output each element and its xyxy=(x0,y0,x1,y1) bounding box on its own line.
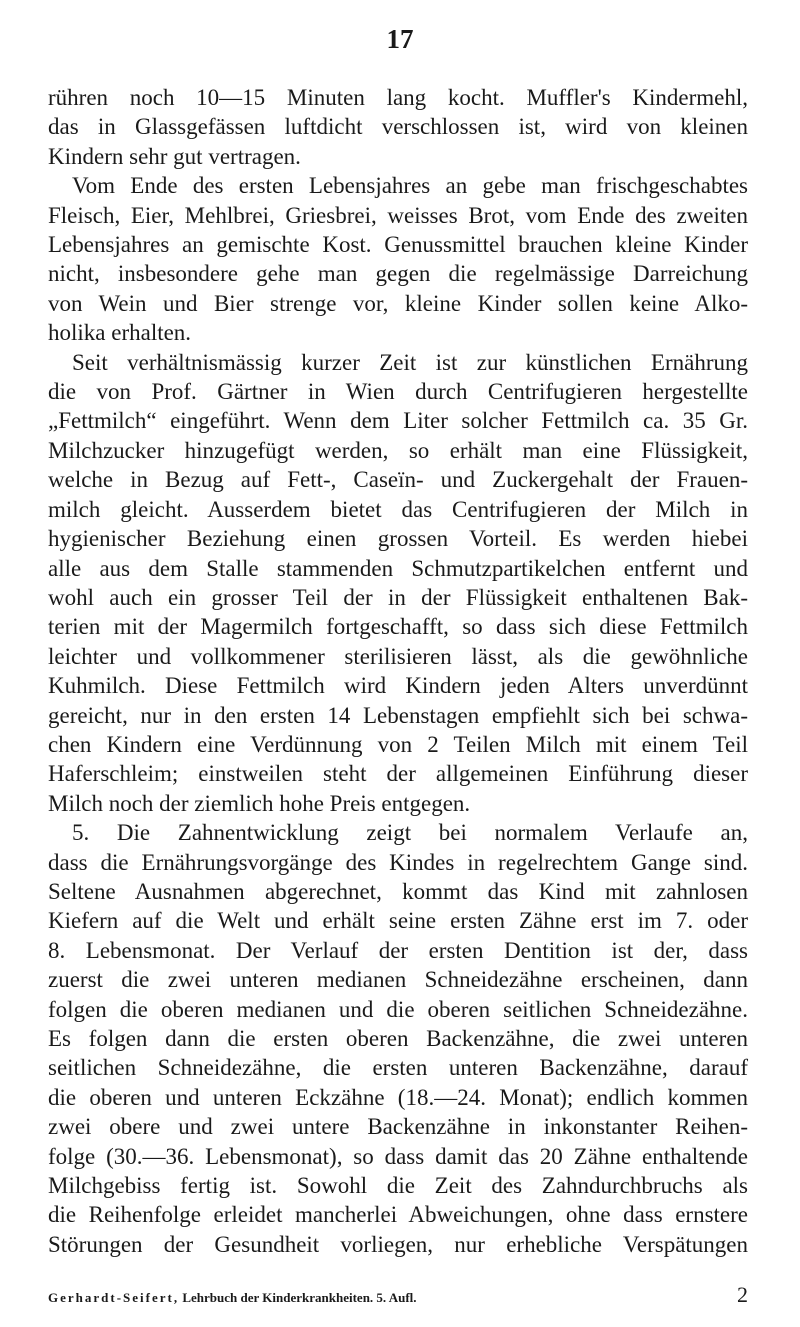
text-line: Störungen der Gesundheit vorliegen, nur erhebliche Verspätungen xyxy=(48,1231,748,1257)
text-line: Milch noch der ziemlich hohe Preis entgegen. xyxy=(48,790,471,816)
text-line: Haferschleim; einstweilen steht der allgemeinen Einführung dieser xyxy=(48,761,748,787)
text-line: „Fettmilch“ eingeführt. Wenn dem Liter solcher Fettmilch ca. 35 Gr. xyxy=(48,408,748,434)
body-text xyxy=(48,83,748,1259)
text-line: nicht, insbesondere gehe man gegen die regelmässige Darreichung xyxy=(48,261,748,287)
text-line: Es folgen dann die ersten oberen Backenzähne, die zwei unteren xyxy=(48,1026,748,1051)
text-line: seitlichen Schneidezähne, die ersten unteren Backenzähne, darauf xyxy=(48,1055,748,1081)
text-line: terien mit der Magermilch fortgeschafft, so dass sich diese Fettmilch xyxy=(48,614,748,640)
page-footer xyxy=(48,1282,748,1308)
text-line: alle aus dem Stalle stammenden Schmutzpartikelchen entfernt und xyxy=(48,555,748,581)
text-line: 8. Lebensmonat. Der Verlauf der ersten Dentition ist der, dass xyxy=(48,937,748,963)
text-line: folge (30.—36. Lebensmonat), so dass damit das 20 Zähne enthaltende xyxy=(48,1143,748,1169)
footer-title: Lehrbuch der Kinderkrankheiten. 5. Aufl. xyxy=(182,1290,417,1305)
text-line: Fleisch, Eier, Mehlbrei, Griesbrei, weisses Brot, vom Ende des zweiten xyxy=(48,202,748,228)
text-line: chen Kindern eine Verdünnung von 2 Teilen Milch mit einem Teil xyxy=(48,731,748,757)
text-line: Kiefern auf die Welt und erhält seine ersten Zähne erst im 7. oder xyxy=(48,908,748,934)
text-line: hygienischer Beziehung einen grossen Vorteil. Es werden hiebei xyxy=(48,526,748,552)
text-line: das in Glassgefässen luftdicht verschlossen ist, wird von kleinen xyxy=(48,114,748,140)
text-line: wohl auch ein grosser Teil der in der Flüssigkeit enthaltenen Bak- xyxy=(48,584,748,610)
text-line: Kindern sehr gut vertragen. xyxy=(48,143,301,169)
text-line: Milchzucker hinzugefügt werden, so erhält man eine Flüssigkeit, xyxy=(48,437,748,463)
text-line: Seit verhältnismässig kurzer Zeit ist zur künstlichen Ernährung xyxy=(72,349,748,375)
footer-citation xyxy=(48,1290,417,1306)
text-line: die von Prof. Gärtner in Wien durch Centrifugieren hergestellte xyxy=(48,379,748,405)
text-line: Vom Ende des ersten Lebensjahres an gebe man frischgeschabtes xyxy=(72,173,748,199)
text-line: die Reihenfolge erleidet mancherlei Abweichungen, ohne dass ernstere xyxy=(48,1202,748,1228)
text-line: von Wein und Bier strenge vor, kleine Kinder sollen keine Alko- xyxy=(48,290,748,316)
text-line: folgen die oberen medianen und die oberen seitlichen Schneidezähne. xyxy=(48,996,748,1022)
text-line: zwei obere und zwei untere Backenzähne in inkonstanter Reihen- xyxy=(48,1114,748,1140)
text-line: Milchgebiss fertig ist. Sowohl die Zeit des Zahndurchbruchs als xyxy=(48,1173,748,1199)
page-number: 17 xyxy=(386,24,414,54)
footer-author: Gerhardt-Seifert, xyxy=(48,1290,180,1305)
text-line: dass die Ernährungsvorgänge des Kindes in regelrechtem Gange sind. xyxy=(48,849,748,875)
text-line: 5. Die Zahnentwicklung zeigt bei normalem Verlaufe an, xyxy=(72,820,748,846)
text-line: Kuhmilch. Diese Fettmilch wird Kindern jeden Alters unverdünnt xyxy=(48,673,748,699)
text-line: holika erhalten. xyxy=(48,320,192,346)
text-line: leichter und vollkommener sterilisieren lässt, als die gewöhnliche xyxy=(48,643,748,669)
text-line: welche in Bezug auf Fett-, Caseïn- und Zuckergehalt der Frauen- xyxy=(48,467,748,493)
text-line: gereicht, nur in den ersten 14 Lebenstagen empfiehlt sich bei schwa- xyxy=(48,702,748,728)
text-line: Seltene Ausnahmen abgerechnet, kommt das Kind mit zahnlosen xyxy=(48,878,748,904)
sheet-signature: 2 xyxy=(737,1282,748,1307)
text-line: milch gleicht. Ausserdem bietet das Centrifugieren der Milch in xyxy=(48,496,748,522)
text-line: Lebensjahres an gemischte Kost. Genussmittel brauchen kleine Kinder xyxy=(48,232,748,258)
text-line: rühren noch 10—15 Minuten lang kocht. Muffler's Kindermehl, xyxy=(48,85,748,110)
text-line: die oberen und unteren Eckzähne (18.—24. Monat); endlich kommen xyxy=(48,1084,748,1110)
text-line: zuerst die zwei unteren medianen Schneidezähne erscheinen, dann xyxy=(48,967,748,993)
